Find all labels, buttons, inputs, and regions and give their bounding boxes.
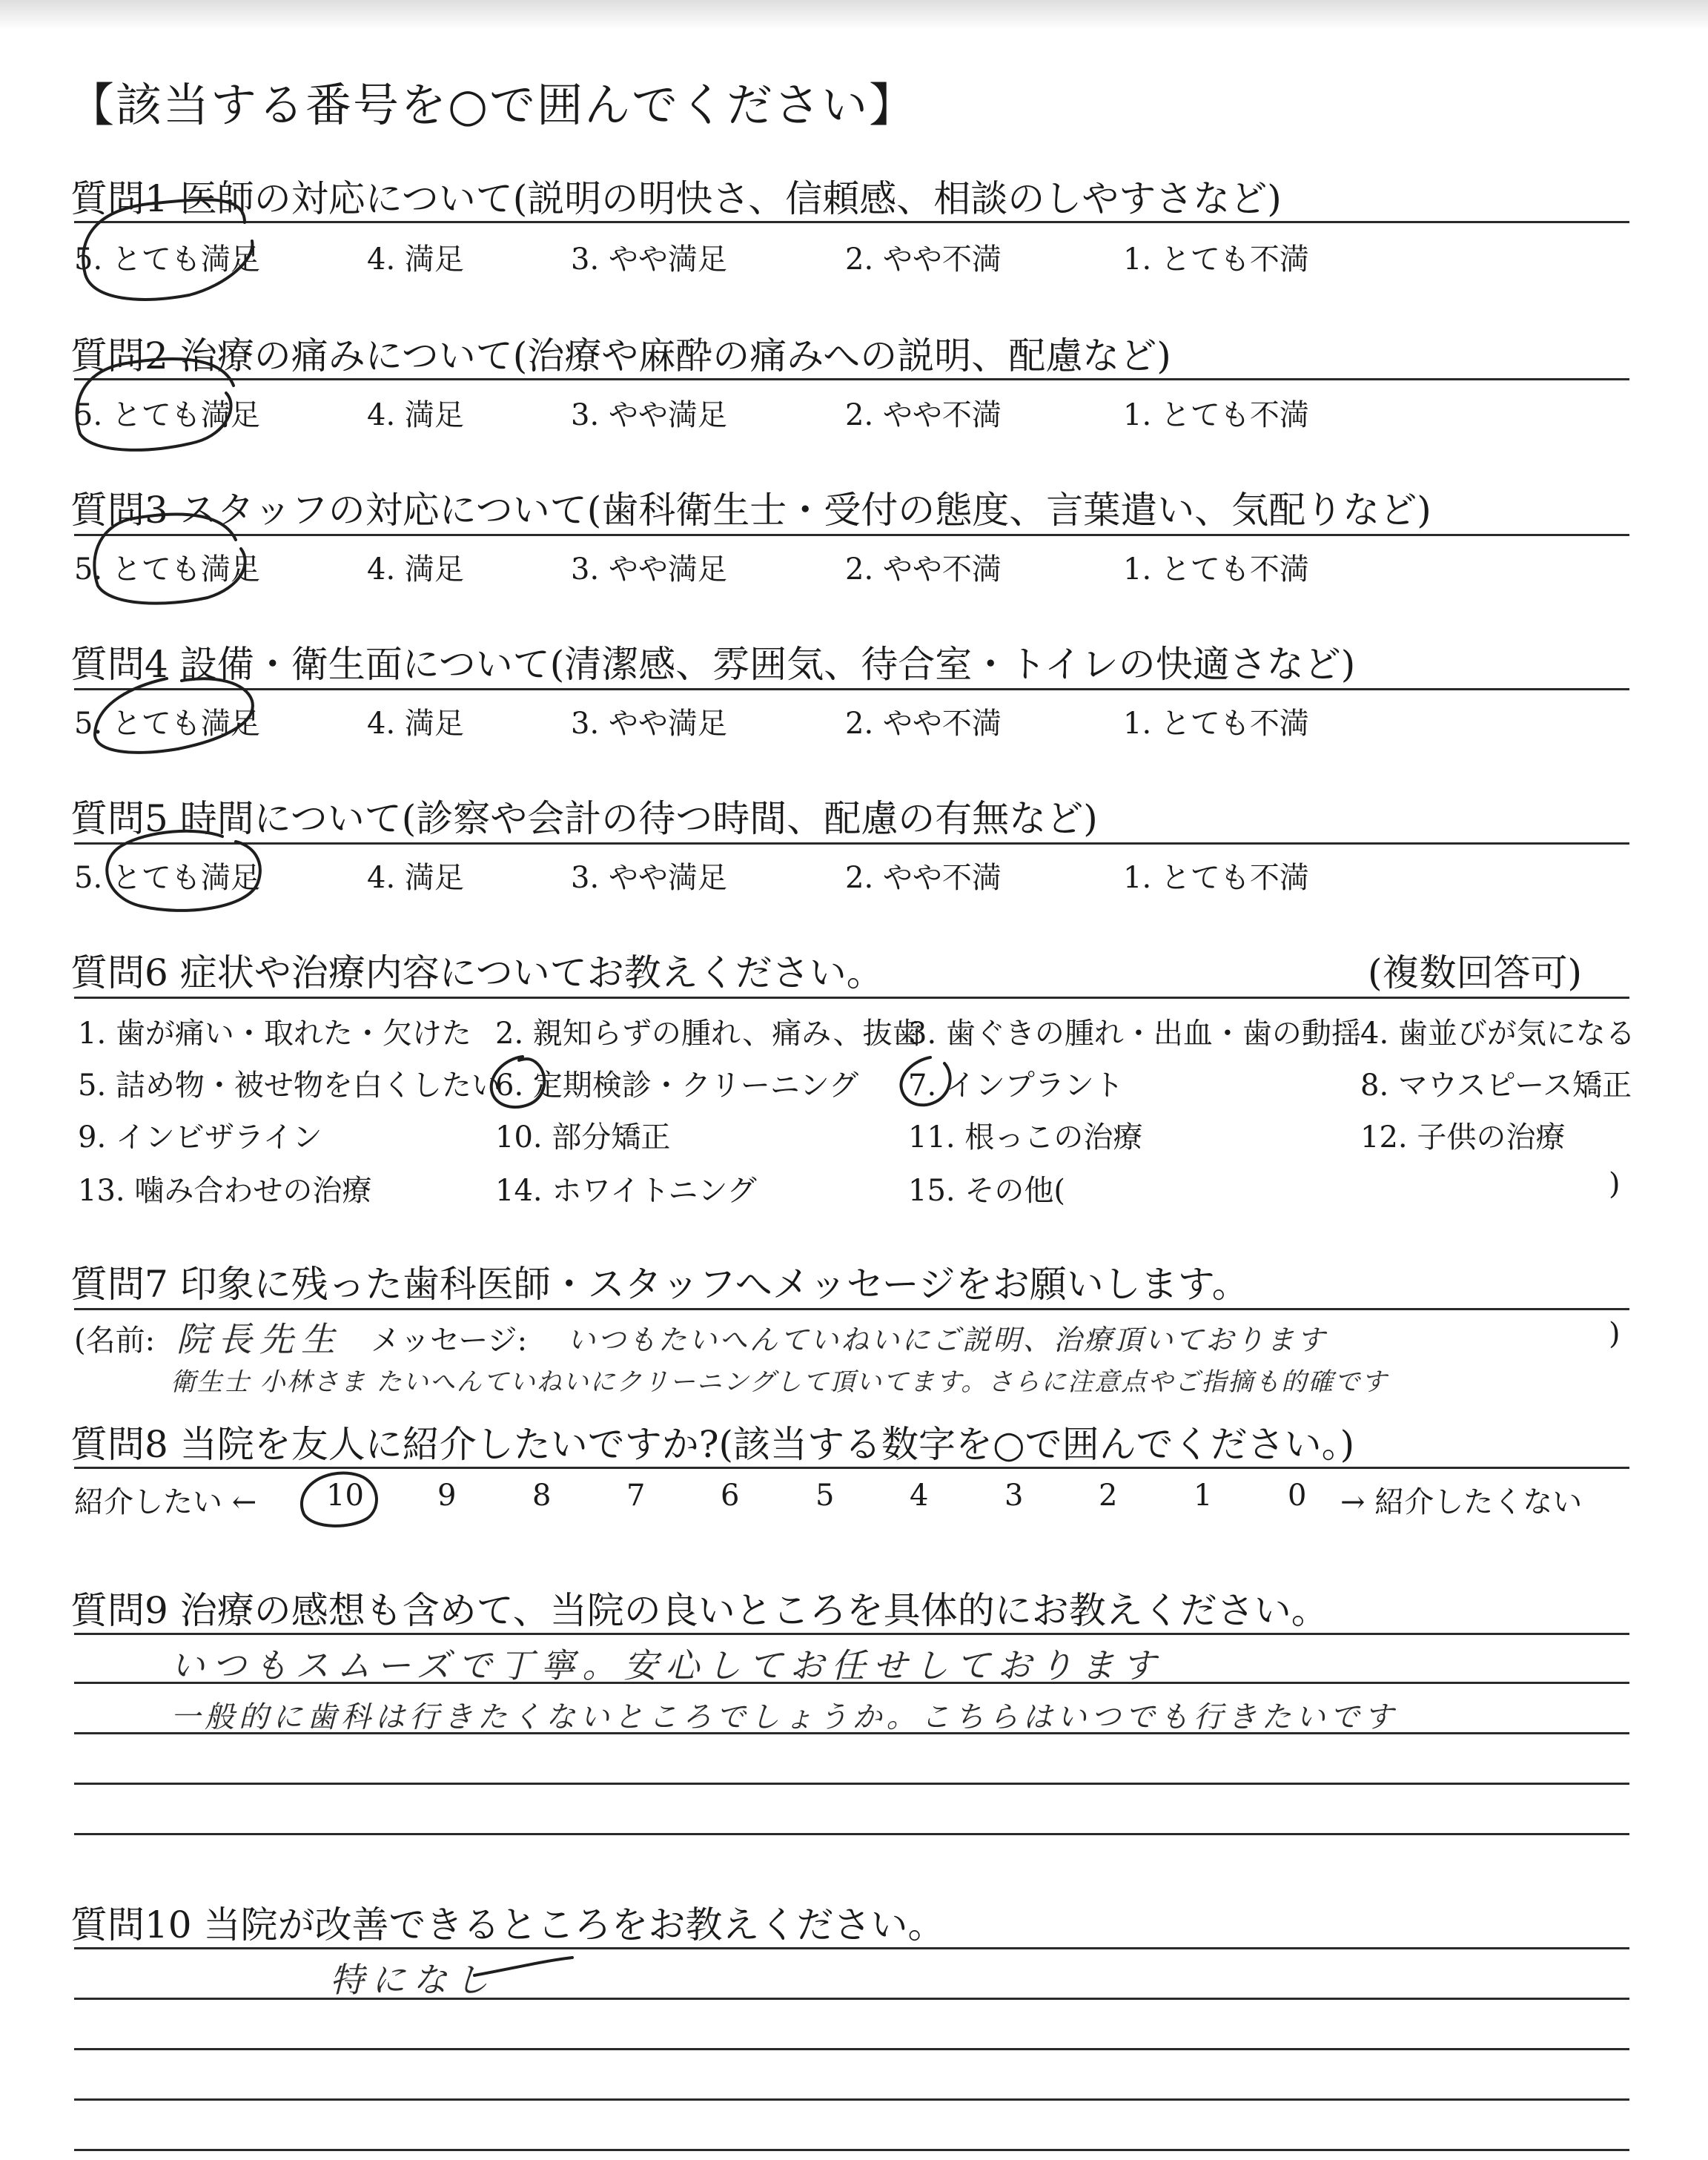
q7-name-handwritten: 院長先生	[176, 1319, 342, 1359]
q2-option-3[interactable]: 3. やや満足	[571, 398, 727, 432]
q8-selection-circle	[302, 1473, 377, 1525]
q6-option-7[interactable]: 7. インプラント	[908, 1069, 1124, 1103]
q7-close-paren: )	[1609, 1317, 1621, 1351]
q1-option-2[interactable]: 2. やや不満	[845, 242, 1002, 277]
q3-option-5[interactable]: 5. とても満足	[74, 552, 260, 587]
q7-message-handwritten: いつもたいへんていねいにご説明、治療頂いております	[567, 1324, 1328, 1356]
q3-selection-circle	[94, 514, 245, 603]
q3-option-1[interactable]: 1. とても不満	[1123, 552, 1309, 587]
q8-option-5[interactable]: 5	[815, 1479, 835, 1513]
q6-option-6[interactable]: 6. 定期検診・クリーニング	[495, 1069, 859, 1103]
q6-other-close-paren: )	[1609, 1167, 1621, 1201]
q5-selection-circle	[107, 831, 260, 911]
q8-title: 質問8 当院を友人に紹介したいですか?(該当する数字を○で囲んでください。)	[70, 1423, 1355, 1466]
q8-option-6[interactable]: 6	[721, 1479, 740, 1513]
q6-option-9[interactable]: 9. インビザライン	[78, 1120, 322, 1155]
q9-answer-line1-handwritten: いつもスムーズで丁寧。安心してお任せしております	[171, 1645, 1164, 1685]
q2-option-1[interactable]: 1. とても不満	[1123, 398, 1309, 432]
q6-option7-selection-circle	[901, 1057, 950, 1105]
q8-left-label: 紹介したい ←	[74, 1485, 257, 1519]
q5-option-3[interactable]: 3. やや満足	[571, 861, 727, 895]
q6-option-11[interactable]: 11. 根っこの治療	[908, 1120, 1143, 1155]
q1-option-3[interactable]: 3. やや満足	[571, 242, 727, 277]
q6-option-5[interactable]: 5. 詰め物・被せ物を白くしたい	[78, 1069, 501, 1103]
q3-option-4[interactable]: 4. 満足	[367, 552, 464, 587]
q6-option-1[interactable]: 1. 歯が痛い・取れた・欠けた	[78, 1017, 471, 1051]
q5-option-5[interactable]: 5. とても満足	[74, 861, 260, 895]
q6-title: 質問6 症状や治療内容についてお教えください。	[70, 951, 884, 994]
q8-option-10[interactable]: 10	[326, 1479, 364, 1513]
q6-option-14[interactable]: 14. ホワイトニング	[495, 1174, 757, 1208]
q5-option-2[interactable]: 2. やや不満	[845, 861, 1002, 895]
q8-option-1[interactable]: 1	[1194, 1479, 1213, 1513]
q4-option-4[interactable]: 4. 満足	[367, 707, 464, 741]
q8-option-4[interactable]: 4	[910, 1479, 929, 1513]
q3-title: 質問3 スタッフの対応について(歯科衛生士・受付の態度、言葉遣い、気配りなど)	[70, 489, 1431, 532]
q5-option-4[interactable]: 4. 満足	[367, 861, 464, 895]
q8-option-7[interactable]: 7	[626, 1479, 646, 1513]
q3-option-2[interactable]: 2. やや不満	[845, 552, 1002, 587]
q6-option-10[interactable]: 10. 部分矯正	[495, 1120, 671, 1155]
q6-option-4[interactable]: 4. 歯並びが気になる	[1360, 1017, 1635, 1051]
q1-title: 質問1 医師の対応について(説明の明快さ、信頼感、相談のしやすさなど)	[70, 177, 1282, 220]
q1-option-4[interactable]: 4. 満足	[367, 242, 464, 277]
q4-option-1[interactable]: 1. とても不満	[1123, 707, 1309, 741]
q7-name-label: (名前:	[74, 1324, 156, 1358]
q9-title: 質問9 治療の感想も含めて、当院の良いところを具体的にお教えください。	[70, 1589, 1328, 1632]
q10-answer-handwritten: 特になし	[330, 1960, 496, 2000]
q6-option-2[interactable]: 2. 親知らずの腫れ、痛み、抜歯	[495, 1017, 922, 1051]
q6-option-3[interactable]: 3. 歯ぐきの腫れ・出血・歯の動揺	[908, 1017, 1361, 1051]
page-header: 【該当する番号を○で囲んでください】	[68, 78, 917, 132]
q1-selection-circle	[83, 199, 252, 300]
q4-option-3[interactable]: 3. やや満足	[571, 707, 727, 741]
q2-selection-circle	[77, 359, 234, 450]
q8-option-9[interactable]: 9	[437, 1479, 457, 1513]
q3-option-3[interactable]: 3. やや満足	[571, 552, 727, 587]
q8-option-0[interactable]: 0	[1288, 1479, 1307, 1513]
q2-option-4[interactable]: 4. 満足	[367, 398, 464, 432]
q1-option-5[interactable]: 5. とても満足	[74, 242, 260, 277]
q6-option6-selection-circle	[491, 1057, 545, 1107]
q8-right-label: → 紹介したくない	[1340, 1485, 1583, 1519]
q4-selection-circle	[95, 678, 253, 753]
q2-option-2[interactable]: 2. やや不満	[845, 398, 1002, 432]
q4-title: 質問4 設備・衛生面について(清潔感、雰囲気、待合室・トイレの快適さなど)	[70, 643, 1356, 686]
q8-option-8[interactable]: 8	[532, 1479, 552, 1513]
q6-option-8[interactable]: 8. マウスピース矯正	[1360, 1069, 1632, 1103]
q10-answer-stroke	[474, 1958, 572, 1975]
q5-option-1[interactable]: 1. とても不満	[1123, 861, 1309, 895]
q5-title: 質問5 時間について(診察や会計の待つ時間、配慮の有無など)	[70, 797, 1098, 840]
q2-title: 質問2 治療の痛みについて(治療や麻酔の痛みへの説明、配慮など)	[70, 334, 1171, 377]
q6-option-12[interactable]: 12. 子供の治療	[1360, 1120, 1566, 1155]
q9-answer-line2-handwritten: 一般的に歯科は行きたくないところでしょうか。こちらはいつでも行きたいです	[171, 1700, 1398, 1734]
q6-note: (複数回答可)	[1368, 951, 1583, 994]
q8-option-2[interactable]: 2	[1099, 1479, 1118, 1513]
q8-option-3[interactable]: 3	[1004, 1479, 1024, 1513]
q2-option-5[interactable]: 5. とても満足	[74, 398, 260, 432]
q7-message-label: メッセージ:	[371, 1324, 528, 1358]
q7-title: 質問7 印象に残った歯科医師・スタッフへメッセージをお願いします。	[70, 1263, 1249, 1306]
q7-message-line2-handwritten: 衛生士 小林さま たいへんていねいにクリーニングして頂いてます。さらに注意点やご指摘も的確です	[171, 1367, 1388, 1397]
q4-option-5[interactable]: 5. とても満足	[74, 707, 260, 741]
q1-option-1[interactable]: 1. とても不満	[1123, 242, 1309, 277]
q4-option-2[interactable]: 2. やや不満	[845, 707, 1002, 741]
q6-option-15[interactable]: 15. その他(	[908, 1174, 1065, 1208]
q6-option-13[interactable]: 13. 噛み合わせの治療	[78, 1174, 372, 1208]
q10-title: 質問10 当院が改善できるところをお教えください。	[70, 1903, 945, 1946]
